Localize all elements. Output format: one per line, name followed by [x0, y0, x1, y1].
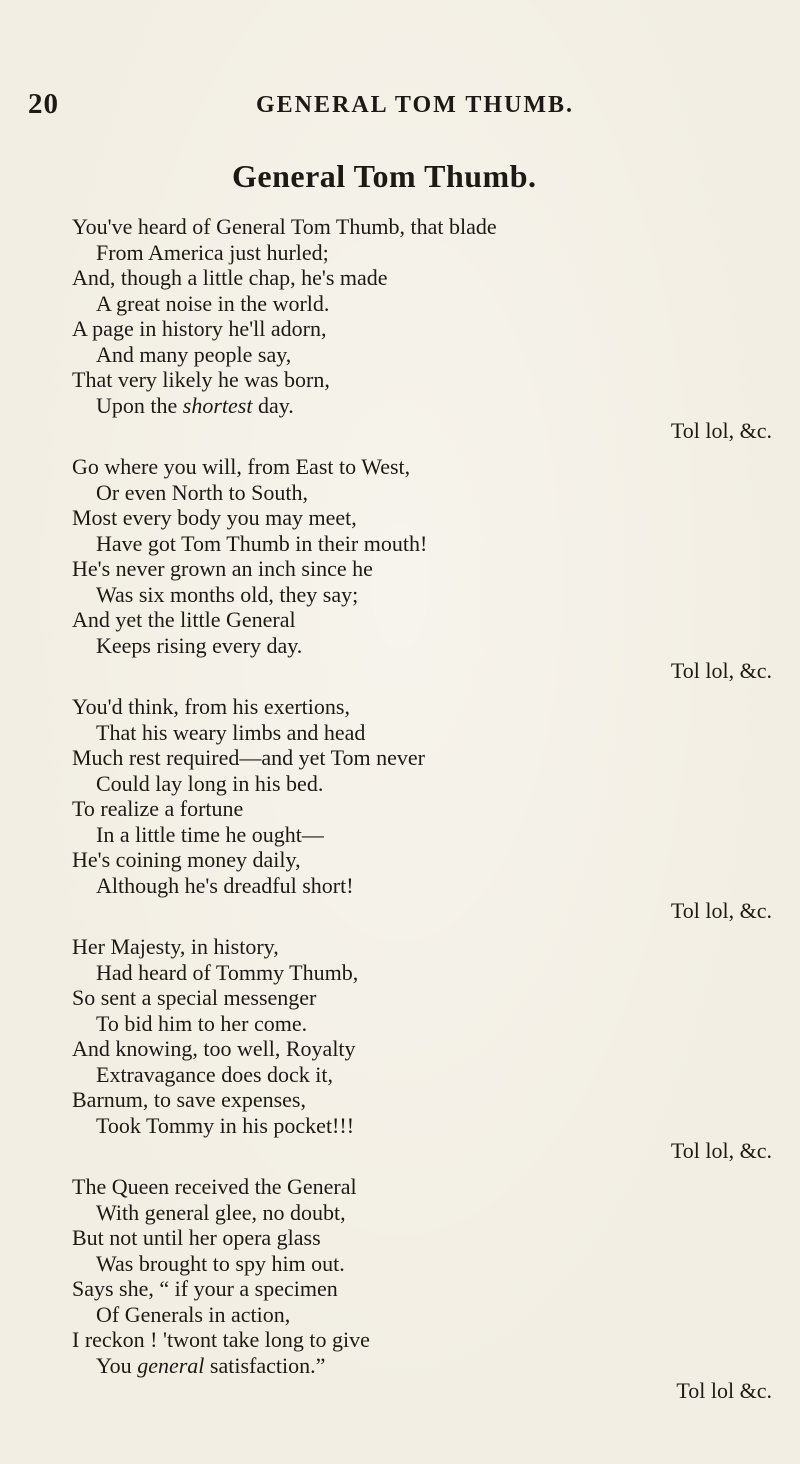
poem-line: But not until her opera glass: [72, 1225, 321, 1250]
page-number: 20: [28, 88, 59, 120]
poem-title: General Tom Thumb.: [232, 158, 537, 194]
poem-line: A page in history he'll adorn,: [72, 316, 327, 341]
poem-line: Although he's dreadful short!: [96, 872, 354, 898]
poem-line: Says she, “ if your a specimen: [72, 1276, 338, 1301]
stanza-1: [72, 214, 772, 444]
running-header: [28, 88, 728, 128]
italic-word: shortest: [182, 392, 253, 418]
stanza-2: [72, 454, 772, 684]
poem-line: To bid him to her come.: [96, 1010, 308, 1036]
poem-line: He's coining money daily,: [72, 847, 301, 872]
poem-line: Had heard of Tommy Thumb,: [96, 959, 359, 985]
refrain: Tol lol, &c.: [670, 418, 772, 443]
poem-line: He's never grown an inch since he: [72, 556, 373, 581]
poem-line: [72, 1353, 772, 1379]
refrain: Tol lol, &c.: [670, 898, 772, 923]
poem-line: So sent a special messenger: [72, 985, 317, 1010]
poem-line: In a little time he ought—: [96, 821, 324, 847]
italic-word: general: [137, 1352, 205, 1378]
line-text: Upon the: [96, 392, 178, 418]
poem-line: And knowing, too well, Royalty: [72, 1036, 356, 1061]
poem-line: To realize a fortune: [72, 796, 244, 821]
poem-line: Was six months old, they say;: [96, 581, 359, 607]
line-text: You: [96, 1352, 132, 1378]
stanza-5: [72, 1174, 772, 1404]
line-text: satisfaction.”: [209, 1352, 326, 1378]
poem-line: Barnum, to save expenses,: [72, 1087, 306, 1112]
refrain: Tol lol, &c.: [670, 1138, 772, 1163]
poem-line: The Queen received the General: [72, 1174, 357, 1199]
poem-line: Have got Tom Thumb in their mouth!: [96, 530, 428, 556]
poem-line: I reckon ! 'twont take long to give: [72, 1327, 370, 1352]
poem-line: You'd think, from his exertions,: [72, 694, 350, 719]
poem-line: You've heard of General Tom Thumb, that blade: [72, 214, 497, 239]
poem-line: Or even North to South,: [96, 479, 309, 505]
stanza-4: [72, 934, 772, 1164]
poem-line: A great noise in the world.: [96, 290, 330, 316]
poem-line: That his weary limbs and head: [96, 719, 366, 745]
poem-line: And yet the little General: [72, 607, 296, 632]
poem-line: With general glee, no doubt,: [96, 1199, 346, 1225]
line-text: day.: [257, 392, 294, 418]
running-title: GENERAL TOM THUMB.: [256, 92, 575, 118]
stanza-3: [72, 694, 772, 924]
poem-line: That very likely he was born,: [72, 367, 330, 392]
poem-line: Was brought to spy him out.: [96, 1250, 345, 1276]
poem-body: [72, 214, 772, 1414]
refrain: Tol lol, &c.: [670, 658, 772, 683]
poem-line: Her Majesty, in history,: [72, 934, 279, 959]
poem-line: Much rest required—and yet Tom never: [72, 745, 425, 770]
poem-line: [72, 393, 772, 419]
poem-line: Most every body you may meet,: [72, 505, 357, 530]
refrain: Tol lol &c.: [676, 1378, 772, 1403]
poem-line: Could lay long in his bed.: [96, 770, 324, 796]
poem-line: Keeps rising every day.: [96, 632, 303, 658]
poem-line: Go where you will, from East to West,: [72, 454, 411, 479]
poem-line: And many people say,: [96, 341, 292, 367]
poem-line: Took Tommy in his pocket!!!: [96, 1112, 355, 1138]
poem-line: From America just hurled;: [96, 239, 329, 265]
poem-line: Extravagance does dock it,: [96, 1061, 334, 1087]
poem-line: Of Generals in action,: [96, 1301, 291, 1327]
poem-line: And, though a little chap, he's made: [72, 265, 388, 290]
